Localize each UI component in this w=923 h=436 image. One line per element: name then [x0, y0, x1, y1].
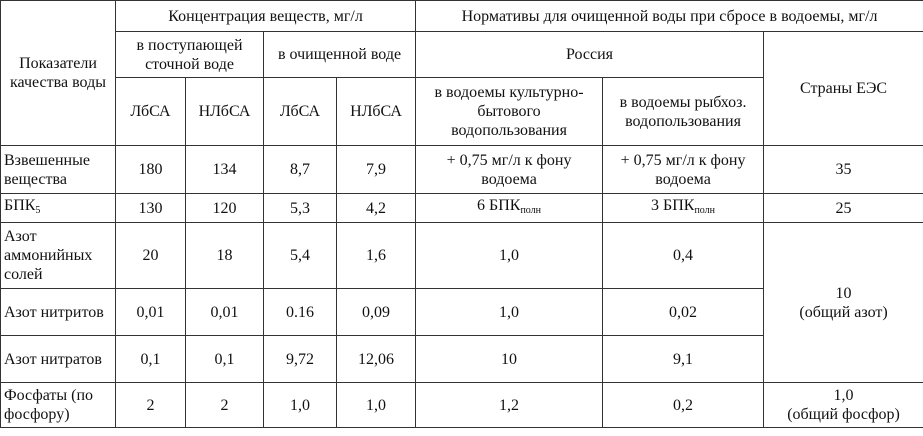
- russia-header: Россия: [416, 32, 764, 78]
- cell-text: 6 БПК: [477, 197, 521, 214]
- incoming-nlbsa-header: НЛбСА: [186, 78, 264, 146]
- table-cell: 0,4: [603, 223, 764, 289]
- table-cell: 1,0: [416, 289, 603, 336]
- table-cell: 1,6: [337, 223, 416, 289]
- indicators-header: Показатели качества воды: [1, 1, 116, 146]
- table-cell: 0,2: [603, 383, 764, 428]
- table-cell: [416, 194, 603, 223]
- table-cell: 0,1: [186, 336, 264, 383]
- concentration-header: Концентрация веществ, мг/л: [116, 1, 416, 32]
- table-cell: 180: [116, 146, 186, 194]
- norms-header: Нормативы для очищенной воды при сбросе в водоемы, мг/л: [416, 1, 923, 32]
- table-cell: 1,0: [264, 383, 337, 428]
- indicator-name: Фосфаты (по фосфору): [1, 383, 116, 428]
- table-cell: 4,2: [337, 194, 416, 223]
- indicator-name: [1, 194, 116, 223]
- table-cell: + 0,75 мг/л к фону водоема: [416, 146, 603, 194]
- table-cell: 9,72: [264, 336, 337, 383]
- table-cell: [603, 194, 764, 223]
- table-cell: 1,0: [416, 223, 603, 289]
- treated-lbsa-header: ЛбСА: [264, 78, 337, 146]
- incoming-water-header: в поступающей сточной воде: [116, 32, 264, 78]
- indicator-name-subscript: 5: [35, 205, 41, 216]
- table-cell: 130: [116, 194, 186, 223]
- cell-subscript: полн: [520, 205, 542, 216]
- table-row: [1, 194, 923, 223]
- eec-phosphorus-note: (общий фосфор): [787, 406, 900, 423]
- table-cell: 2: [116, 383, 186, 428]
- table-cell: 10: [416, 336, 603, 383]
- fishery-use-header: в водоемы рыбхоз. водопользования: [603, 78, 764, 146]
- incoming-lbsa-header: ЛбСА: [116, 78, 186, 146]
- table-cell: 35: [764, 146, 923, 194]
- table-cell: 0,01: [116, 289, 186, 336]
- table-cell: 0,01: [186, 289, 264, 336]
- table-cell: 0,02: [603, 289, 764, 336]
- cultural-use-header: в водоемы культурно-бытового водопользования: [416, 78, 603, 146]
- indicator-name: Азот нитратов: [1, 336, 116, 383]
- table-cell: 2: [186, 383, 264, 428]
- table-cell: 7,9: [337, 146, 416, 194]
- cell-text: 3 БПК: [651, 197, 695, 214]
- table-cell: 9,1: [603, 336, 764, 383]
- indicator-name: Взвешенные вещества: [1, 146, 116, 194]
- eec-header: Страны ЕЭС: [764, 32, 923, 146]
- table-cell: 20: [116, 223, 186, 289]
- indicator-name: Азот аммонийных солей: [1, 223, 116, 289]
- eec-nitrogen-note: (общий азот): [799, 303, 888, 321]
- table-cell: 120: [186, 194, 264, 223]
- table-cell: + 0,75 мг/л к фону водоема: [603, 146, 764, 194]
- table-cell: 1,2: [416, 383, 603, 428]
- table-cell: 0.16: [264, 289, 337, 336]
- eec-nitrogen-cell: [764, 223, 923, 383]
- eec-nitrogen-value: 10: [835, 284, 852, 302]
- table-row: [1, 223, 923, 289]
- eec-phosphorus-cell: [764, 383, 923, 428]
- table-cell: 5,4: [264, 223, 337, 289]
- table-cell: 8,7: [264, 146, 337, 194]
- table-cell: 1,0: [337, 383, 416, 428]
- table-cell: 0,09: [337, 289, 416, 336]
- table-cell: 0,1: [116, 336, 186, 383]
- treated-nlbsa-header: НЛбСА: [337, 78, 416, 146]
- table-cell: 134: [186, 146, 264, 194]
- table-row: [1, 383, 923, 428]
- cell-subscript: полн: [694, 205, 716, 216]
- table-cell: 12,06: [337, 336, 416, 383]
- indicator-name: Азот нитритов: [1, 289, 116, 336]
- indicator-name-text: БПК: [4, 197, 36, 214]
- treated-water-header: в очищенной воде: [264, 32, 416, 78]
- eec-phosphorus-value: 1,0: [833, 387, 854, 404]
- table-cell: 25: [764, 194, 923, 223]
- table-cell: 5,3: [264, 194, 337, 223]
- table-row: [1, 146, 923, 194]
- table-cell: 18: [186, 223, 264, 289]
